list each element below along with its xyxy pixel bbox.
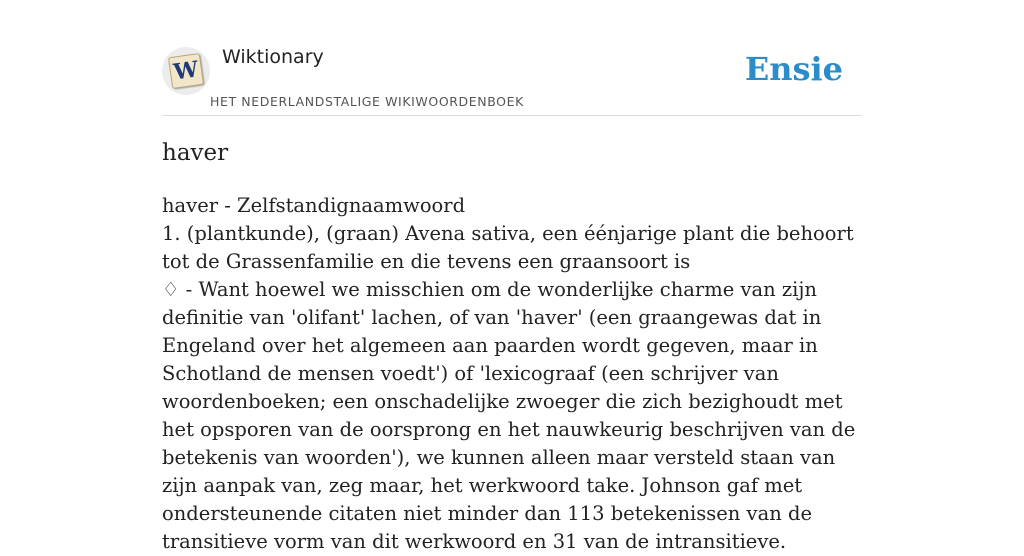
page-title: haver [162,140,229,166]
example-quote: ♢ - Want hoewel we misschien om de wonderlijke charme van zijn definitie van 'olifant' lachen, of van 'haver' (een graangewas dat in Engeland over het algemeen aan paarden wordt gegeven, maar in Schotland de mensen voedt') of 'lexicograaf (een schrijver van woordenboeken; een onschadelijke zwoeger die zich bezighoudt met het opsporen van de oorsprong en het nauwkeurig beschrijven van de betekenis van woorden'), we kunnen alleen maar versteld staan van zijn aanpak van, zeg maar, het werkwoord take. Johnson gaf met ondersteunende citaten niet minder dan 113 betekenissen van de transitieve vorm van dit werkwoord en 31 van de intransitieve. [162,278,856,553]
logo-letter: W [171,56,201,86]
site-logo[interactable] [162,47,210,95]
wiktionary-w-tile-icon [168,53,204,89]
site-subtitle: HET NEDERLANDSTALIGE WIKIWOORDENBOEK [210,94,524,109]
word-class-line: haver - Zelfstandignaamwoord [162,194,466,217]
entry-content [162,192,862,556]
header-divider [162,115,862,116]
site-title[interactable]: Wiktionary [222,46,324,68]
ensie-brand-logo[interactable]: Ensie [744,50,843,88]
definition-text: 1. (plantkunde), (graan) Avena sativa, een éénjarige plant die behoort tot de Grassenfamilie en die tevens een graansoort is [162,222,854,273]
